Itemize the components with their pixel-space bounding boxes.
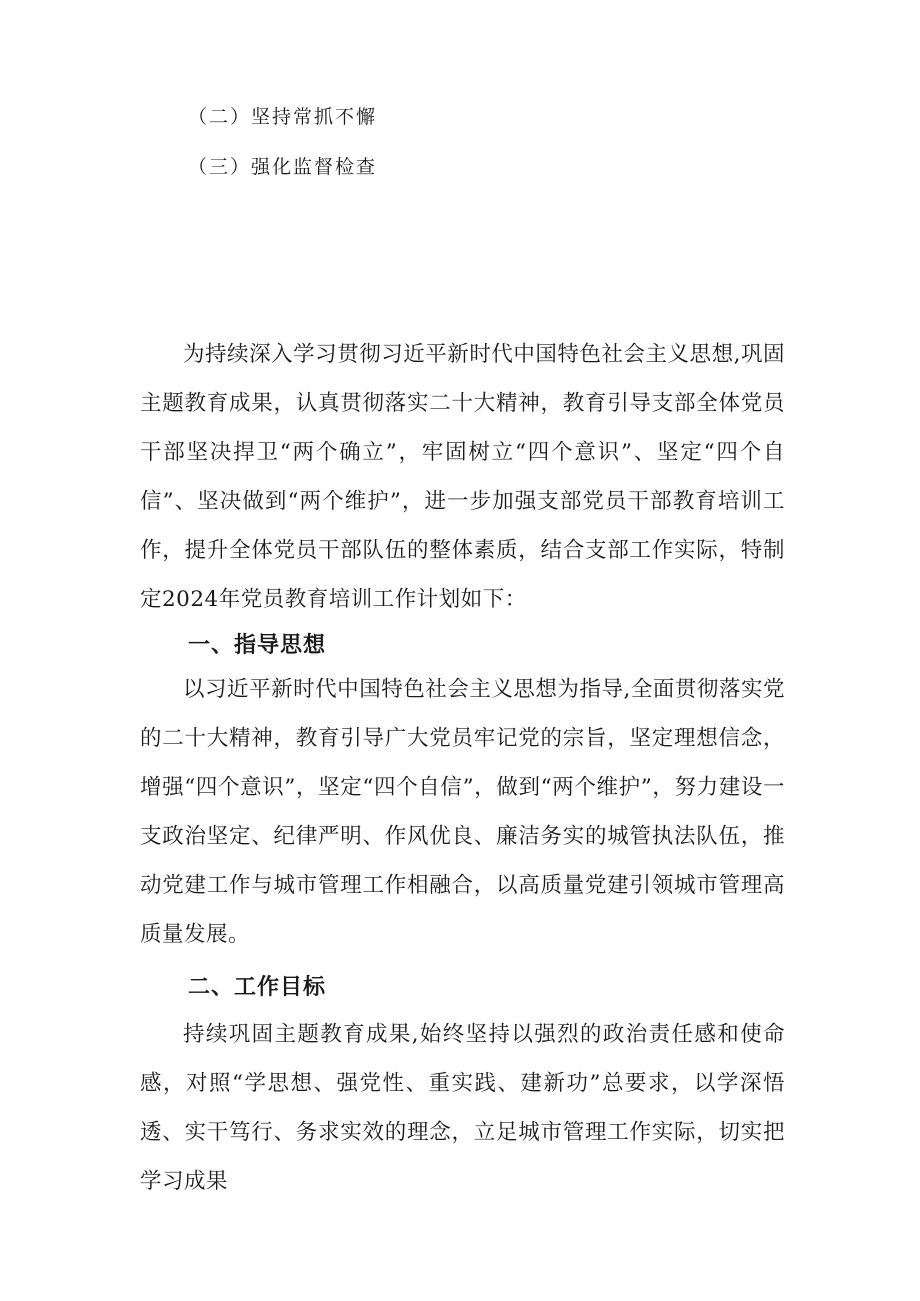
toc-item-2: （二）坚持常抓不懈 — [188, 106, 378, 128]
section-1-heading: 一、指导思想 — [188, 633, 327, 658]
toc-item-3: （三）强化监督检查 — [188, 156, 378, 178]
section-2-heading: 二、工作目标 — [188, 975, 327, 1000]
section-1-paragraph: 以习近平新时代中国特色社会主义思想为指导,全面贯彻落实党的二十大精神，教育引导广大党员牢记党的宗旨，坚定理想信念，增强“四个意识”，坚定“四个自信”，做到“两个维护”，努力建设一支政治坚定、纪律严明、作风优良、廉洁务实的城管执法队伍，推动党建工作与城市管理工作相融合，以高质量党建引领城市管理高质量发展。 — [140, 677, 785, 947]
intro-paragraph: 为持续深入学习贯彻习近平新时代中国特色社会主义思想,巩固主题教育成果，认真贯彻落实二十大精神，教育引导支部全体党员干部坚决捍卫“两个确立”，牢固树立“四个意识”、坚定“四个自信”、坚决做到“两个维护”，进一步加强支部党员干部教育培训工作，提升全体党员干部队伍的整体素质，结合支部工作实际，特制定2024年党员教育培训工作计划如下： — [140, 342, 785, 612]
section-2-paragraph: 持续巩固主题教育成果,始终坚持以强烈的政治责任感和使命感，对照“学思想、强党性、重实践、建新功”总要求，以学深悟透、实干笃行、务求实效的理念，立足城市管理工作实际，切实把学习成果 — [140, 1022, 785, 1194]
